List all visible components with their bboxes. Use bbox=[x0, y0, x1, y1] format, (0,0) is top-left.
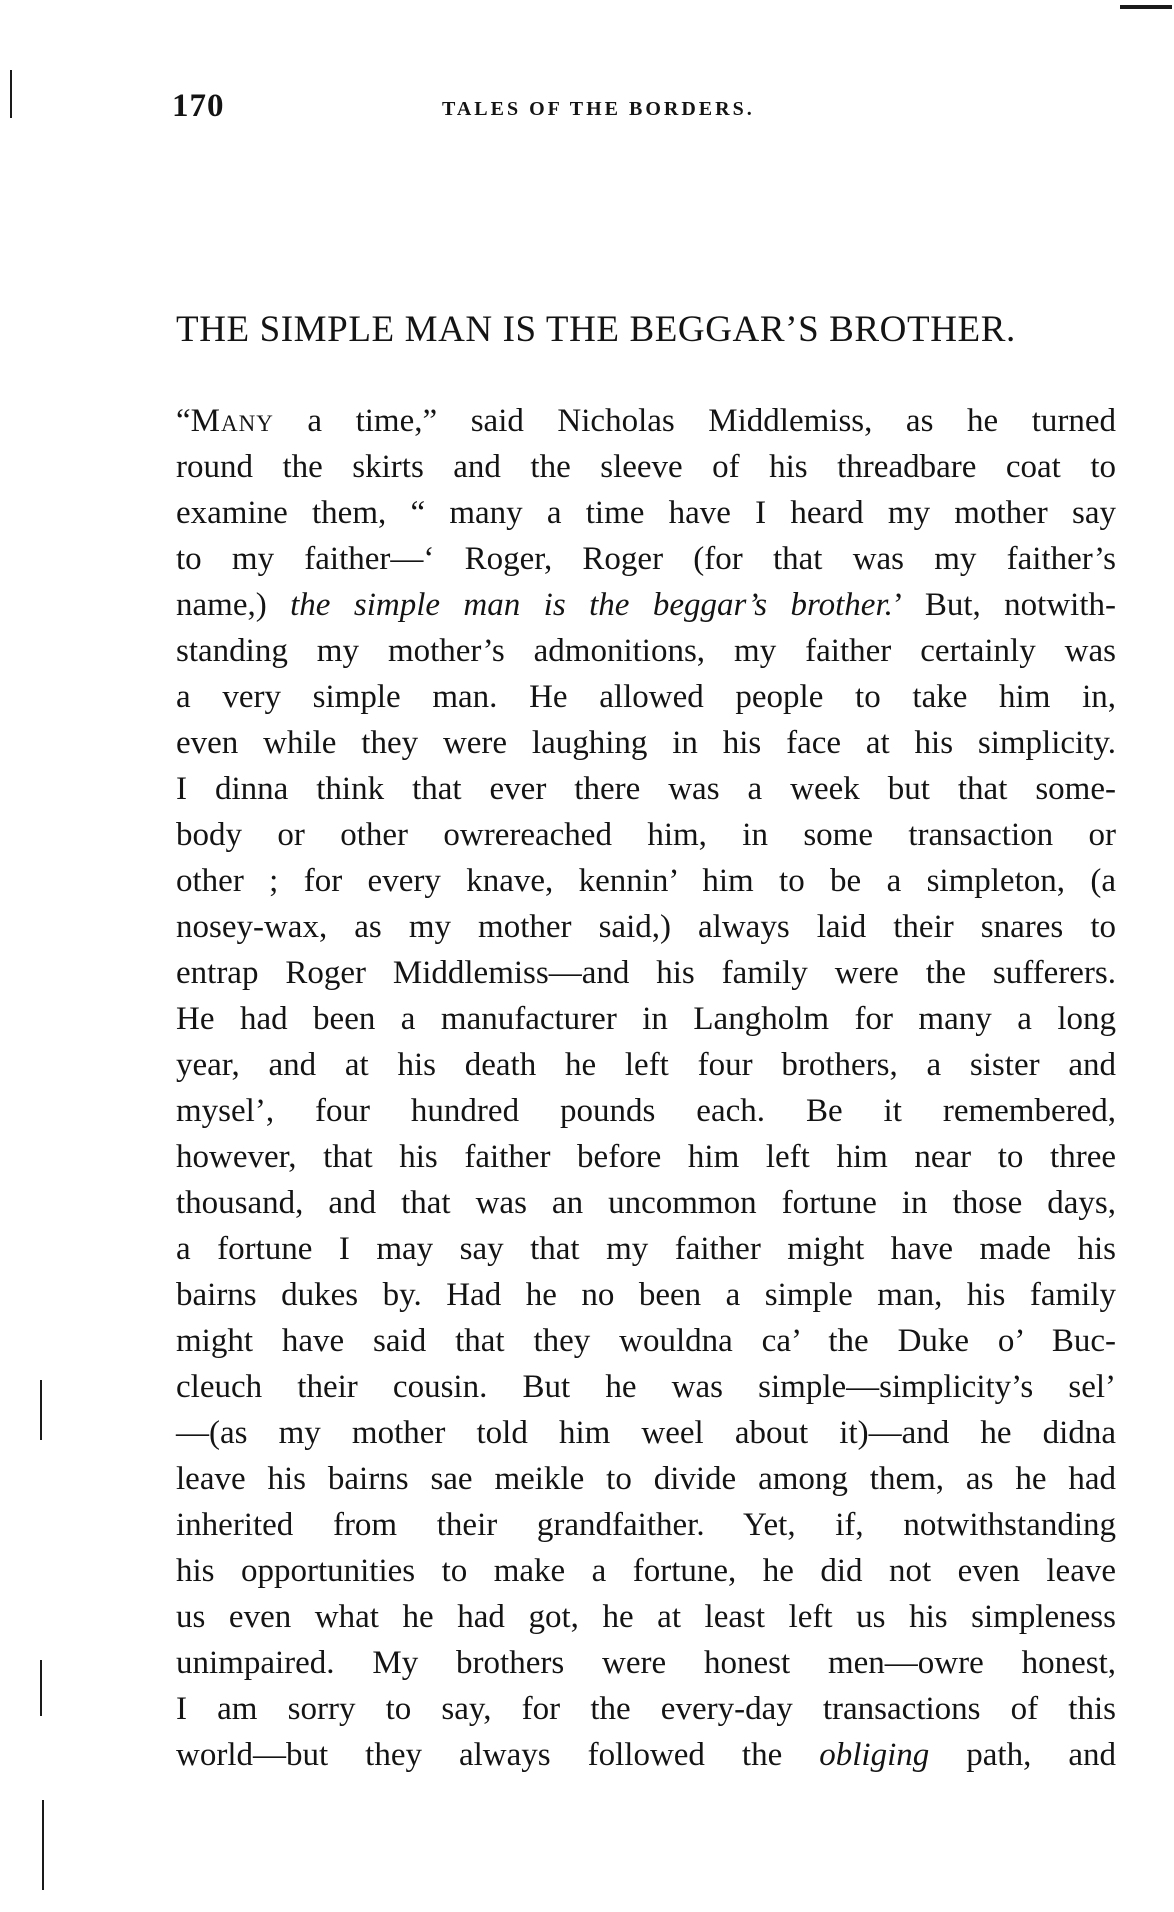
text-line: even while they were laughing in his face at his simplicity. bbox=[176, 725, 1116, 761]
text-line: mysel’, four hundred pounds each. Be it remembered, bbox=[176, 1093, 1116, 1129]
text-line: I dinna think that ever there was a week but that some- bbox=[176, 771, 1116, 807]
page-number: 170 bbox=[172, 88, 225, 124]
text-line: inherited from their grandfaither. Yet, if, notwithstanding bbox=[176, 1507, 1116, 1543]
text-line: us even what he had got, he at least left us his simpleness bbox=[176, 1599, 1116, 1635]
scan-edge-mark-left-bottom bbox=[42, 1800, 44, 1890]
page-header bbox=[172, 88, 1172, 128]
text-line: cleuch their cousin. But he was simple—simplicity’s sel’ bbox=[176, 1369, 1116, 1405]
text-line: year, and at his death he left four brothers, a sister and bbox=[176, 1047, 1116, 1083]
text-line: “Many a time,” said Nicholas Middlemiss, as he turned bbox=[176, 403, 1116, 439]
body-text bbox=[176, 398, 1116, 1778]
text-line: his opportunities to make a fortune, he did not even leave bbox=[176, 1553, 1116, 1589]
text-line: standing my mother’s admonitions, my faither certainly was bbox=[176, 633, 1116, 669]
text-line: other ; for every knave, kennin’ him to be a simpleton, (a bbox=[176, 863, 1116, 899]
text-line: body or other owrereached him, in some transaction or bbox=[176, 817, 1116, 853]
text-line: to my faither—‘ Roger, Roger (for that was my faither’s bbox=[176, 541, 1116, 577]
scan-edge-mark-left-top bbox=[10, 70, 12, 118]
scan-edge-mark-top-right bbox=[1120, 5, 1172, 9]
text-line: however, that his faither before him left him near to three bbox=[176, 1139, 1116, 1175]
text-line: a very simple man. He allowed people to take him in, bbox=[176, 679, 1116, 715]
scan-edge-mark-left-middle bbox=[40, 1380, 42, 1440]
running-head: TALES OF THE BORDERS. bbox=[442, 98, 755, 120]
italic-word: obliging bbox=[819, 1737, 930, 1773]
text-line: nosey-wax, as my mother said,) always laid their snares to bbox=[176, 909, 1116, 945]
text-line: a fortune I may say that my faither might have made his bbox=[176, 1231, 1116, 1267]
text-line: name,) the simple man is the beggar’s brother.’ But, notwith- bbox=[176, 587, 1117, 623]
text-line: He had been a manufacturer in Langholm for many a long bbox=[176, 1001, 1116, 1037]
text-line: thousand, and that was an uncommon fortune in those days, bbox=[176, 1185, 1116, 1221]
text-line: I am sorry to say, for the every-day transactions of this bbox=[176, 1691, 1116, 1727]
text-line: might have said that they wouldna ca’ the Duke o’ Buc- bbox=[176, 1323, 1116, 1359]
chapter-title: THE SIMPLE MAN IS THE BEGGAR’S BROTHER. bbox=[176, 309, 1016, 350]
text-line: examine them, “ many a time have I heard my mother say bbox=[176, 495, 1116, 531]
text-line: entrap Roger Middlemiss—and his family were the sufferers. bbox=[176, 955, 1116, 991]
italic-proverb: the simple man is the beggar’s brother. bbox=[290, 587, 893, 623]
text-line: —(as my mother told him weel about it)—and he didna bbox=[176, 1415, 1116, 1451]
text-line: world—but they always followed the obliging path, and bbox=[176, 1737, 1117, 1773]
text-line: bairns dukes by. Had he no been a simple man, his family bbox=[176, 1277, 1116, 1313]
text-line: round the skirts and the sleeve of his threadbare coat to bbox=[176, 449, 1116, 485]
scan-edge-mark-left-lower bbox=[40, 1660, 42, 1716]
drop-word: Many bbox=[190, 403, 274, 439]
text-line: unimpaired. My brothers were honest men—owre honest, bbox=[176, 1645, 1116, 1681]
text-line: leave his bairns sae meikle to divide among them, as he had bbox=[176, 1461, 1116, 1497]
